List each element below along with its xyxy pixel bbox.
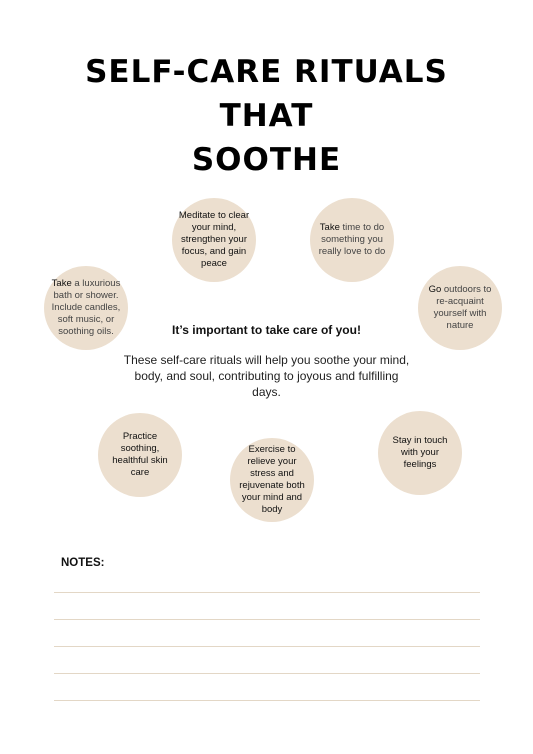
bubble-skin-care bbox=[98, 413, 182, 497]
bubble-outdoors-body: outdoors to re-acquaint yourself with nature bbox=[433, 284, 492, 331]
bubble-take-time-text bbox=[316, 222, 388, 258]
bubble-outdoors-text bbox=[424, 284, 496, 332]
bubble-meditate-body: to clear your mind, strengthen your focus, and gain peace bbox=[180, 210, 250, 269]
bubble-bath-lead: Take bbox=[51, 278, 72, 289]
bubble-skin-care-text: Practice soothing, healthful skin care bbox=[112, 431, 168, 478]
bubble-take-time-lead: Take bbox=[319, 222, 340, 233]
note-line bbox=[54, 700, 480, 701]
title-line-2: SOOTHE bbox=[191, 142, 342, 178]
notes-label: NOTES: bbox=[61, 557, 105, 569]
bubble-bath bbox=[44, 266, 128, 350]
note-line bbox=[54, 619, 480, 620]
bubble-meditate bbox=[172, 198, 256, 282]
bubble-exercise bbox=[230, 438, 314, 522]
bubble-take-time bbox=[310, 198, 394, 282]
note-line bbox=[54, 646, 480, 647]
center-text: These self-care rituals will help you soothe your mind, body, and soul, contributing to joyous and fulfilling days. bbox=[123, 353, 410, 399]
bubble-outdoors bbox=[418, 266, 502, 350]
bubble-bath-body: a luxurious bath or shower. Include candles, soft music, or soothing oils. bbox=[51, 278, 121, 337]
page-title bbox=[40, 50, 493, 182]
bubble-meditate-text bbox=[178, 210, 250, 270]
bubble-touch-text: Stay in touch with your feelings bbox=[392, 435, 448, 470]
center-heading: It’s important to take care of you! bbox=[172, 323, 361, 337]
title-line-1: SELF-CARE RITUALS THAT bbox=[85, 54, 448, 134]
bubble-outdoors-lead: Go bbox=[428, 284, 442, 295]
bubble-touch bbox=[378, 411, 462, 495]
bubble-meditate-lead: Meditate bbox=[178, 210, 216, 221]
note-line bbox=[54, 592, 480, 593]
bubble-take-time-body: time to do something you really love to do bbox=[318, 222, 386, 257]
note-line bbox=[54, 673, 480, 674]
bubble-exercise-text: Exercise to relieve your stress and rejuvenate both your mind and body bbox=[239, 444, 305, 515]
